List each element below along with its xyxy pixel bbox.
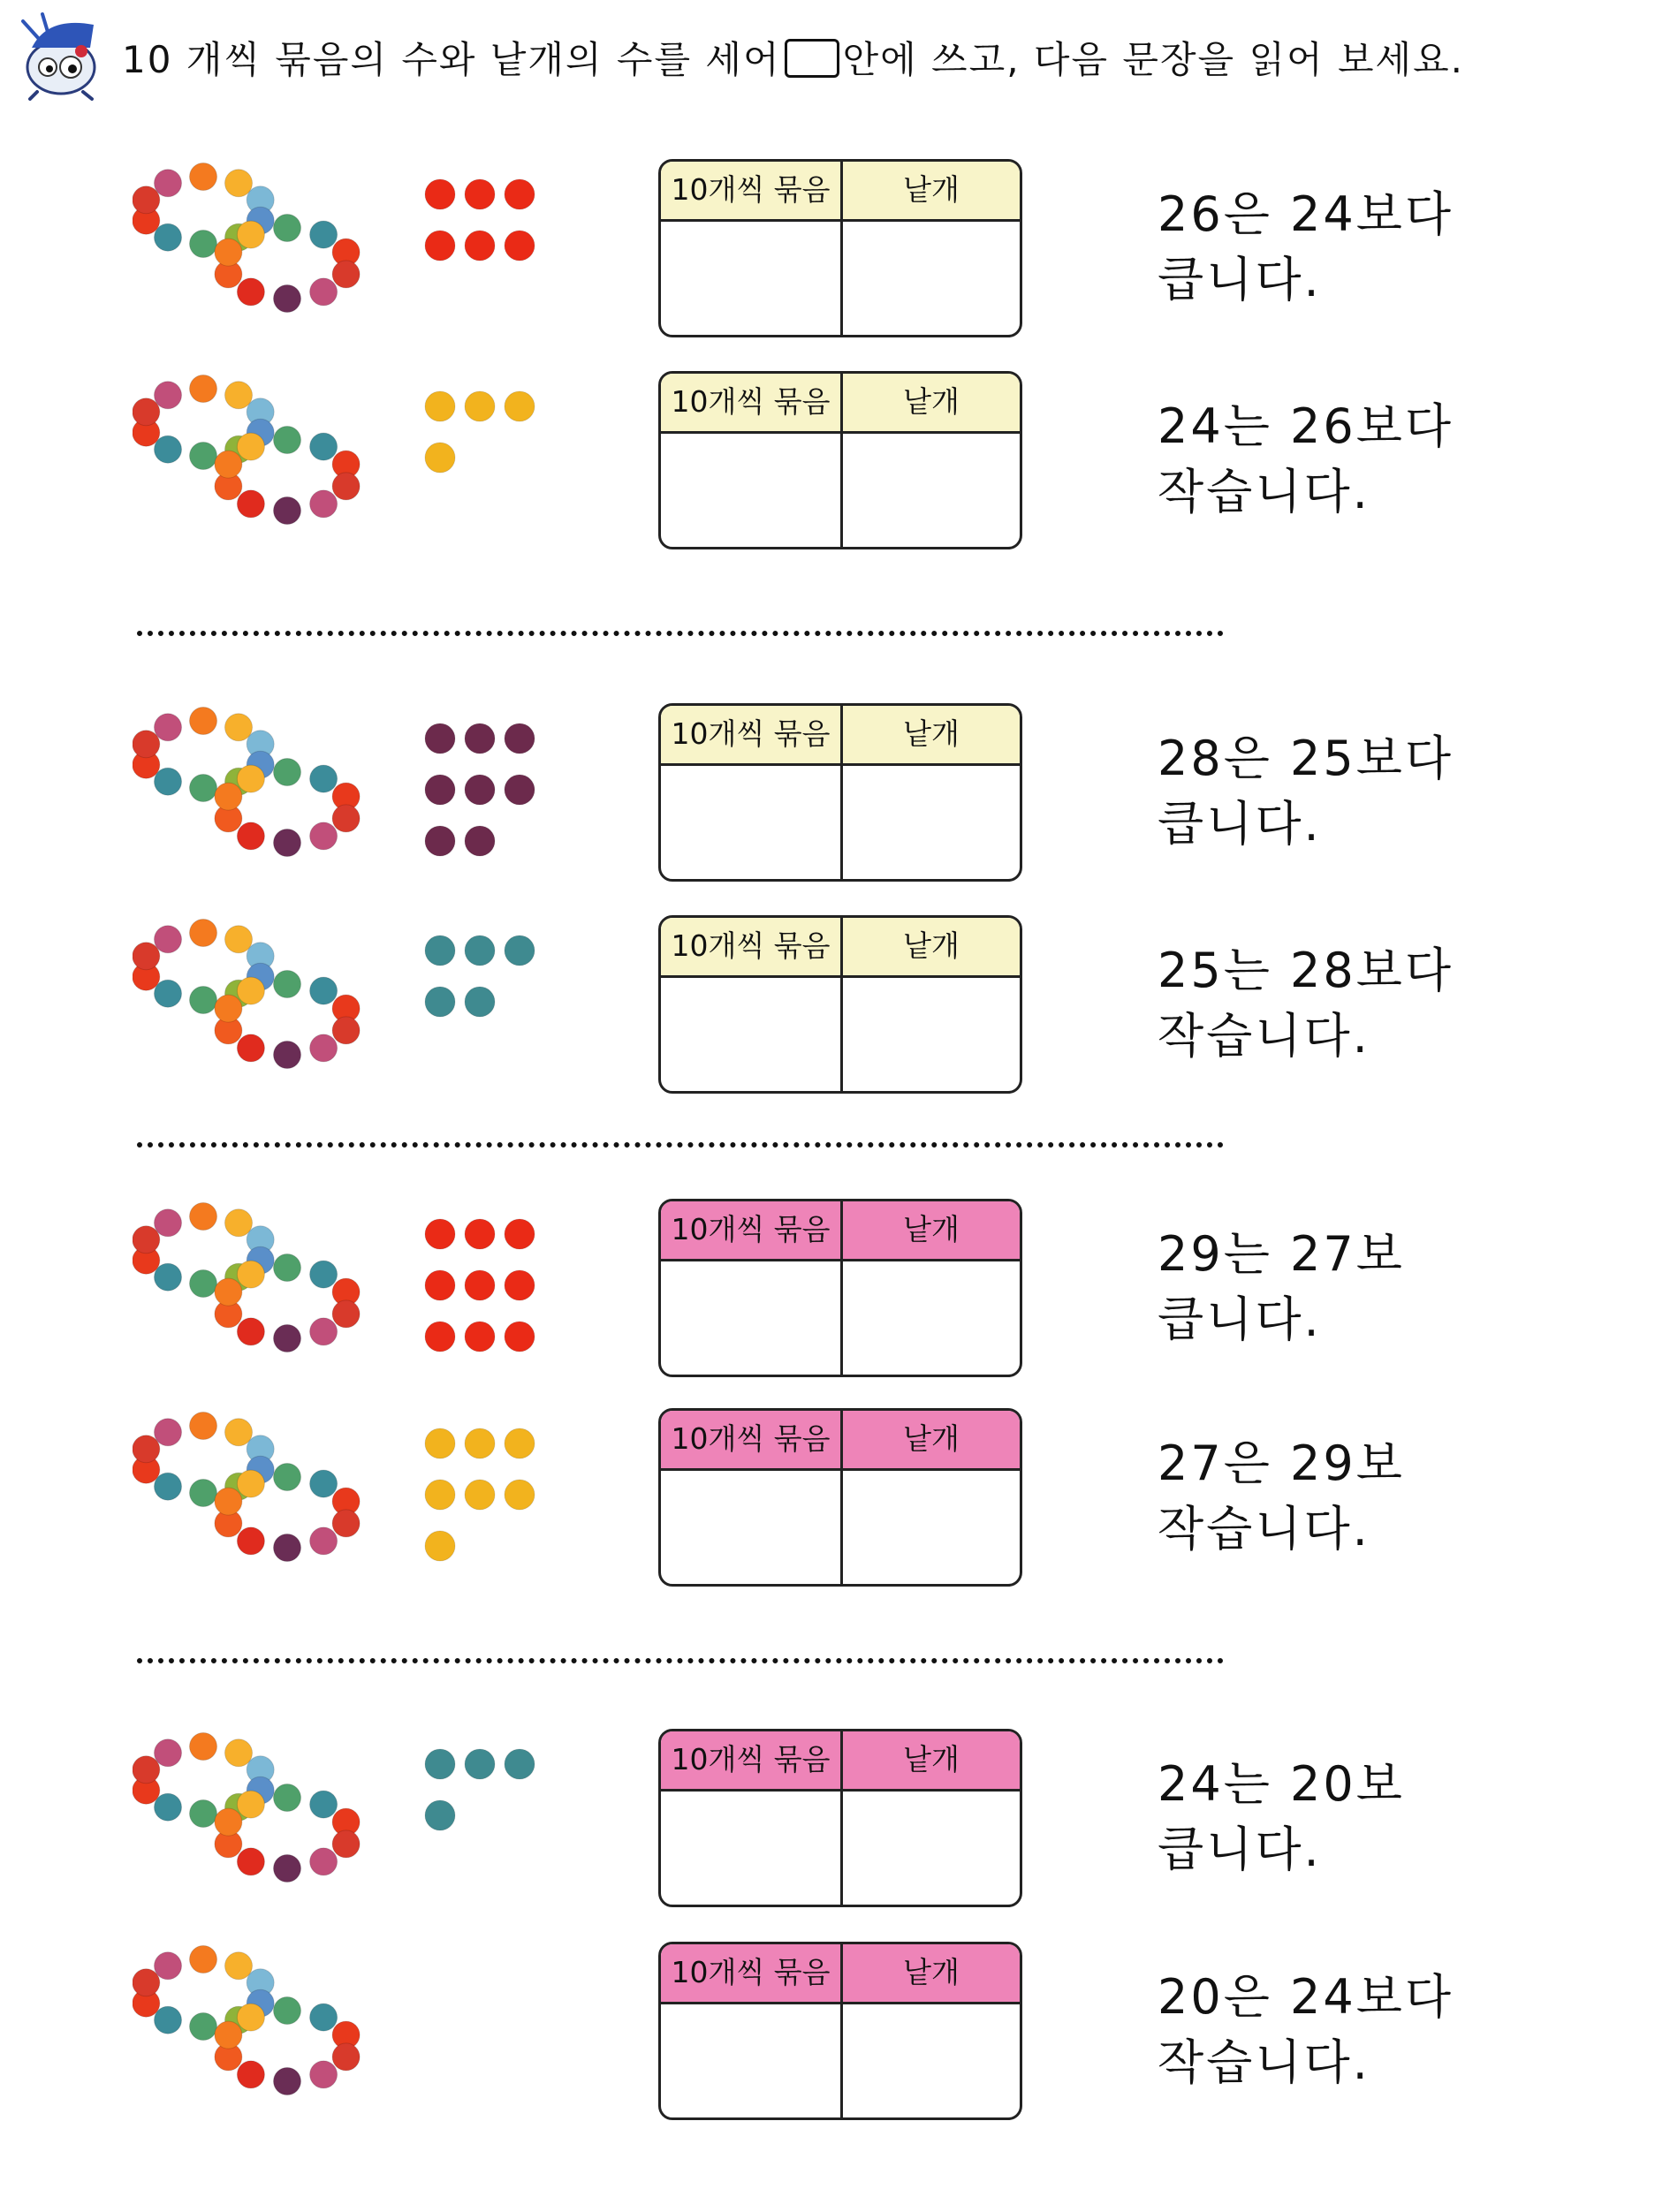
- bead-illustration: [133, 1940, 574, 2134]
- ones-header: 낱개: [903, 1955, 960, 1989]
- sentence-line-2: 작습니다.: [1158, 1008, 1370, 1064]
- loose-bead: [465, 826, 495, 856]
- bundle-bead: [310, 278, 338, 306]
- bundle-bead: [215, 239, 242, 266]
- answer-box-symbol: [785, 39, 839, 78]
- bundle-bead: [274, 759, 301, 786]
- bundle-bead: [274, 497, 301, 525]
- loose-bead: [425, 1270, 455, 1300]
- loose-bead: [505, 1749, 535, 1779]
- bundle-bead: [155, 1419, 182, 1446]
- bundle-bead: [133, 1436, 160, 1463]
- bundle-bead: [190, 987, 217, 1014]
- loose-bead: [425, 391, 455, 421]
- comparison-sentence: [1158, 1431, 1405, 1562]
- bundle-bead: [237, 977, 264, 1004]
- bundle-bead: [310, 2004, 338, 2031]
- bundle-bead: [190, 163, 217, 191]
- exercise-row: [0, 1197, 1670, 1391]
- bundle-bead: [310, 765, 338, 792]
- bundle-bead: [133, 398, 160, 426]
- bundle-bead: [237, 433, 264, 460]
- bundle-bead: [274, 1997, 301, 2025]
- exercise-row: [0, 157, 1670, 352]
- bundle-bead: [190, 1270, 217, 1298]
- comparison-sentence: [1158, 1222, 1405, 1352]
- bead-illustration: [133, 157, 574, 352]
- answer-table: [658, 1729, 1022, 1907]
- bundle-bead: [310, 433, 338, 460]
- loose-bead: [425, 1749, 455, 1779]
- bundle-bead: [155, 768, 182, 795]
- bundle-bead: [332, 473, 360, 500]
- ones-answer-cell[interactable]: [843, 1471, 1020, 1587]
- bundle-bead: [237, 2061, 264, 2088]
- ones-header: 낱개: [903, 384, 960, 419]
- answer-table-header: [661, 706, 1020, 766]
- bundle-bead: [215, 1488, 242, 1515]
- sentence-line-2: 큽니다.: [1158, 252, 1322, 307]
- loose-bead: [505, 391, 535, 421]
- bundle-bead: [155, 926, 182, 953]
- loose-bead: [465, 1428, 495, 1458]
- loose-bead: [505, 179, 535, 209]
- answer-table-header: [661, 162, 1020, 222]
- loose-bead: [465, 723, 495, 754]
- answer-table-header: [661, 1201, 1020, 1261]
- bundle-bead: [190, 375, 217, 403]
- tens-header: 10개씩 묶음: [661, 1731, 843, 1789]
- ones-header: 낱개: [903, 1742, 960, 1776]
- loose-bead: [425, 179, 455, 209]
- loose-bead: [425, 775, 455, 805]
- sentence-line-1: 24는 20보: [1158, 1756, 1405, 1812]
- bundle-bead: [274, 427, 301, 454]
- bundle-bead: [310, 1791, 338, 1818]
- bundle-bead: [237, 221, 264, 248]
- bundle-bead: [133, 1226, 160, 1254]
- bundle-bead: [274, 215, 301, 242]
- bundle-bead: [190, 1480, 217, 1507]
- answer-table-header: [661, 374, 1020, 434]
- comparison-sentence: [1158, 938, 1454, 1069]
- bundle-bead: [274, 971, 301, 998]
- bundle-bead: [310, 1470, 338, 1497]
- bundle-bead: [310, 490, 338, 518]
- loose-bead: [505, 936, 535, 966]
- loose-bead: [465, 936, 495, 966]
- bundle-bead: [155, 1739, 182, 1767]
- bundle-bead: [155, 170, 182, 197]
- loose-bead: [425, 826, 455, 856]
- loose-bead: [465, 1322, 495, 1352]
- bundle-bead: [237, 1318, 264, 1345]
- tens-header: 10개씩 묶음: [661, 918, 843, 975]
- loose-bead: [425, 1800, 455, 1830]
- bundle-bead: [237, 822, 264, 850]
- tens-answer-cell[interactable]: [661, 1792, 843, 1907]
- tens-header: 10개씩 묶음: [661, 1201, 843, 1259]
- bundle-bead: [237, 1527, 264, 1555]
- bundle-bead: [133, 1756, 160, 1784]
- bundle-bead: [190, 231, 217, 258]
- loose-bead: [505, 1322, 535, 1352]
- sentence-line-1: 27은 29보: [1158, 1436, 1405, 1491]
- ones-header: 낱개: [903, 172, 960, 207]
- loose-bead: [505, 231, 535, 261]
- instruction-part-1: 10 개씩 묶음의 수와 낱개의 수를 세어: [122, 38, 781, 81]
- sentence-line-2: 큽니다.: [1158, 796, 1322, 852]
- bundle-bead: [274, 830, 301, 857]
- sentence-line-1: 25는 28보다: [1158, 943, 1454, 998]
- bundle-bead: [155, 980, 182, 1007]
- exercise-row: [0, 1727, 1670, 1921]
- exercise-row: [0, 369, 1670, 564]
- loose-bead: [425, 1322, 455, 1352]
- loose-bead: [465, 391, 495, 421]
- loose-bead: [505, 1270, 535, 1300]
- loose-bead: [425, 936, 455, 966]
- bundle-bead: [237, 278, 264, 306]
- tens-answer-cell[interactable]: [661, 1471, 843, 1587]
- loose-bead: [505, 1480, 535, 1510]
- sentence-line-2: 큽니다.: [1158, 1822, 1322, 1877]
- bundle-bead: [310, 1261, 338, 1288]
- ones-header: 낱개: [903, 928, 960, 963]
- bundle-bead: [133, 186, 160, 214]
- bundle-bead: [274, 1254, 301, 1282]
- bundle-bead: [225, 170, 253, 197]
- exercise-row: [0, 1940, 1670, 2134]
- bundle-bead: [190, 1733, 217, 1761]
- bundle-bead: [225, 382, 253, 409]
- bundle-bead: [225, 714, 253, 741]
- bundle-bead: [274, 1325, 301, 1352]
- bundle-bead: [133, 1969, 160, 1996]
- ones-answer-cell[interactable]: [843, 2004, 1020, 2120]
- bundle-bead: [310, 2061, 338, 2088]
- ones-answer-cell[interactable]: [843, 978, 1020, 1094]
- bundle-bead: [155, 436, 182, 463]
- loose-bead: [505, 1428, 535, 1458]
- tens-header: 10개씩 묶음: [661, 162, 843, 219]
- bundle-bead: [237, 1261, 264, 1288]
- sentence-line-1: 26은 24보다: [1158, 186, 1454, 242]
- comparison-sentence: [1158, 394, 1454, 525]
- bundle-bead: [332, 1017, 360, 1044]
- sentence-line-1: 28은 25보다: [1158, 731, 1454, 786]
- bundle-bead: [155, 1952, 182, 1980]
- tens-answer-cell[interactable]: [661, 434, 843, 549]
- loose-bead: [425, 1428, 455, 1458]
- bundle-bead: [274, 1464, 301, 1491]
- sentence-line-1: 29는 27보: [1158, 1226, 1405, 1282]
- bundle-bead: [237, 490, 264, 518]
- bundle-bead: [215, 2021, 242, 2049]
- answer-table-header: [661, 1944, 1020, 2004]
- bundle-bead: [190, 775, 217, 802]
- sentence-line-2: 큽니다.: [1158, 1292, 1322, 1347]
- comparison-sentence: [1158, 1752, 1405, 1882]
- loose-bead: [465, 1219, 495, 1249]
- bundle-bead: [310, 977, 338, 1004]
- bead-illustration: [133, 1727, 574, 1921]
- loose-bead: [505, 1219, 535, 1249]
- bundle-bead: [274, 1042, 301, 1069]
- ones-header: 낱개: [903, 1212, 960, 1246]
- sentence-line-1: 24는 26보다: [1158, 398, 1454, 454]
- bundle-bead: [225, 1209, 253, 1237]
- bead-illustration: [133, 1197, 574, 1391]
- answer-table: [658, 1199, 1022, 1377]
- tens-header: 10개씩 묶음: [661, 1944, 843, 2002]
- answer-table-header: [661, 1411, 1020, 1471]
- tens-header: 10개씩 묶음: [661, 1411, 843, 1468]
- bundle-bead: [225, 1739, 253, 1767]
- bundle-bead: [274, 285, 301, 313]
- bundle-bead: [225, 1952, 253, 1980]
- answer-table-header: [661, 1731, 1020, 1792]
- bundle-bead: [155, 223, 182, 251]
- bundle-bead: [133, 943, 160, 970]
- comparison-sentence: [1158, 726, 1454, 857]
- bundle-bead: [332, 1300, 360, 1328]
- bundle-bead: [237, 1034, 264, 1062]
- bundle-bead: [332, 2043, 360, 2071]
- bundle-bead: [310, 822, 338, 850]
- loose-bead: [465, 1480, 495, 1510]
- bead-illustration: [133, 1406, 574, 1601]
- bundle-bead: [190, 1800, 217, 1828]
- answer-table-header: [661, 918, 1020, 978]
- loose-bead: [425, 1219, 455, 1249]
- answer-table: [658, 159, 1022, 337]
- loose-bead: [465, 231, 495, 261]
- loose-bead: [425, 443, 455, 473]
- tens-answer-cell[interactable]: [661, 222, 843, 337]
- bundle-bead: [237, 1791, 264, 1818]
- bundle-bead: [190, 443, 217, 470]
- bundle-bead: [237, 1470, 264, 1497]
- sentence-line-2: 작습니다.: [1158, 464, 1370, 519]
- loose-bead: [465, 987, 495, 1017]
- bundle-bead: [155, 1263, 182, 1291]
- instruction-part-2: 안에 쓰고, 다음 문장을 읽어 보세요.: [842, 38, 1465, 81]
- loose-bead: [465, 1270, 495, 1300]
- answer-table: [658, 371, 1022, 549]
- loose-bead: [425, 1480, 455, 1510]
- loose-bead: [505, 775, 535, 805]
- bundle-bead: [155, 714, 182, 741]
- tens-header: 10개씩 묶음: [661, 374, 843, 431]
- bundle-bead: [332, 805, 360, 832]
- tens-answer-cell[interactable]: [661, 1261, 843, 1377]
- answer-table: [658, 915, 1022, 1094]
- loose-bead: [505, 723, 535, 754]
- bundle-bead: [237, 765, 264, 792]
- answer-table: [658, 1942, 1022, 2120]
- exercise-row: [0, 701, 1670, 896]
- bundle-bead: [155, 1209, 182, 1237]
- tens-header: 10개씩 묶음: [661, 706, 843, 763]
- ones-answer-cell[interactable]: [843, 766, 1020, 882]
- ones-header: 낱개: [903, 1421, 960, 1456]
- bundle-bead: [237, 1848, 264, 1875]
- section-divider: [137, 631, 1224, 636]
- bead-illustration: [133, 369, 574, 564]
- ones-answer-cell[interactable]: [843, 222, 1020, 337]
- bundle-bead: [190, 920, 217, 947]
- ones-answer-cell[interactable]: [843, 434, 1020, 549]
- section-divider: [137, 1142, 1224, 1148]
- exercise-row: [0, 913, 1670, 1108]
- bundle-bead: [155, 2006, 182, 2034]
- bundle-bead: [225, 1419, 253, 1446]
- bundle-bead: [332, 1510, 360, 1537]
- comparison-sentence: [1158, 1965, 1454, 2095]
- loose-bead: [465, 179, 495, 209]
- bead-illustration: [133, 701, 574, 896]
- bundle-bead: [332, 261, 360, 288]
- answer-table: [658, 703, 1022, 882]
- bundle-bead: [274, 2068, 301, 2095]
- bundle-bead: [310, 1848, 338, 1875]
- bundle-bead: [274, 1784, 301, 1812]
- ones-answer-cell[interactable]: [843, 1261, 1020, 1377]
- loose-bead: [425, 987, 455, 1017]
- bundle-bead: [190, 708, 217, 735]
- answer-table: [658, 1408, 1022, 1587]
- section-divider: [137, 1658, 1224, 1663]
- bundle-bead: [215, 783, 242, 810]
- ones-answer-cell[interactable]: [843, 1792, 1020, 1907]
- bundle-bead: [215, 1808, 242, 1836]
- loose-bead: [425, 1531, 455, 1561]
- bundle-bead: [274, 1855, 301, 1882]
- bundle-bead: [237, 2004, 264, 2031]
- bundle-bead: [190, 1203, 217, 1231]
- bundle-bead: [310, 1034, 338, 1062]
- sentence-line-1: 20은 24보다: [1158, 1969, 1454, 2025]
- bundle-bead: [190, 1413, 217, 1440]
- comparison-sentence: [1158, 182, 1454, 313]
- ones-header: 낱개: [903, 716, 960, 751]
- exercise-row: [0, 1406, 1670, 1601]
- loose-bead: [465, 1749, 495, 1779]
- bundle-bead: [225, 926, 253, 953]
- bundle-bead: [190, 1946, 217, 1973]
- bundle-bead: [332, 1830, 360, 1858]
- bundle-bead: [310, 221, 338, 248]
- tens-answer-cell[interactable]: [661, 978, 843, 1094]
- bundle-bead: [190, 2013, 217, 2041]
- bundle-bead: [155, 382, 182, 409]
- bundle-bead: [274, 1534, 301, 1562]
- loose-bead: [425, 231, 455, 261]
- tens-answer-cell[interactable]: [661, 766, 843, 882]
- bundle-bead: [310, 1527, 338, 1555]
- sentence-line-2: 작습니다.: [1158, 2034, 1370, 2090]
- bundle-bead: [155, 1473, 182, 1500]
- sentence-line-2: 작습니다.: [1158, 1501, 1370, 1557]
- tens-answer-cell[interactable]: [661, 2004, 843, 2120]
- bundle-bead: [215, 1278, 242, 1306]
- bundle-bead: [155, 1793, 182, 1821]
- instruction-text: [122, 34, 1464, 87]
- bundle-bead: [215, 451, 242, 478]
- mascot-character-icon: [12, 12, 110, 101]
- bundle-bead: [215, 995, 242, 1022]
- loose-bead: [425, 723, 455, 754]
- loose-bead: [465, 775, 495, 805]
- bundle-bead: [310, 1318, 338, 1345]
- bead-illustration: [133, 913, 574, 1108]
- bundle-bead: [133, 731, 160, 758]
